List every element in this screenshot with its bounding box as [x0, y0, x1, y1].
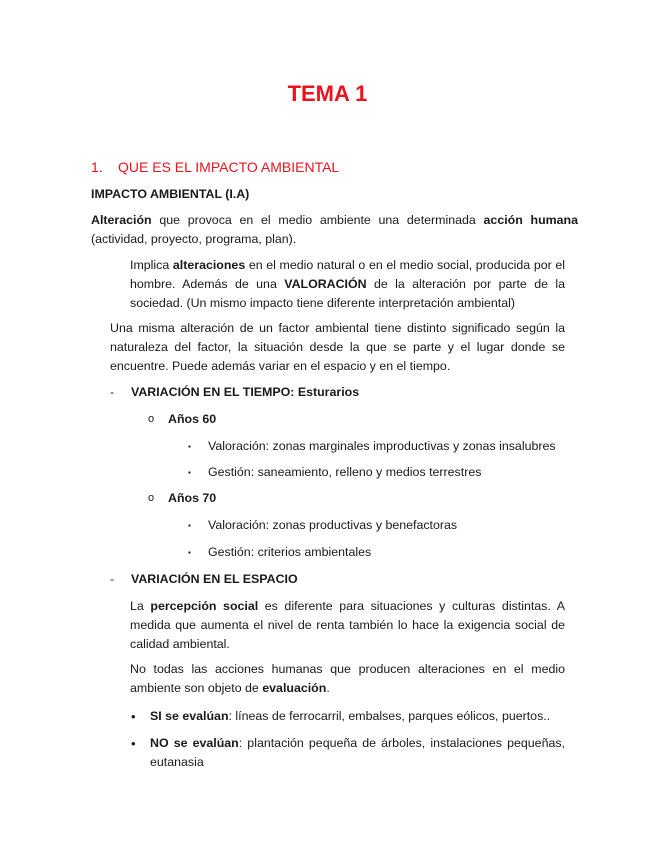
list-item: Gestión: saneamiento, relleno y medios terrestres: [208, 465, 482, 479]
group-label-60: Años 60: [168, 412, 217, 426]
square-bullet-icon: ▪: [188, 442, 191, 451]
circle-bullet-icon: o: [148, 413, 155, 425]
section-heading: [91, 157, 339, 177]
page-title: TEMA 1: [287, 81, 368, 106]
space-variation-heading: - VARIACIÓN EN EL ESPACIO: [110, 570, 298, 589]
definition-paragraph: Alteración que provoca en el medio ambiente una determinada acción humana (actividad, proyecto, programa, plan).: [91, 213, 579, 246]
dot-bullet-icon: •: [131, 709, 136, 724]
dash-marker: -: [110, 385, 115, 399]
variation-paragraph: Una misma alteración de un factor ambiental tiene distinto significado según la naturaleza del factor, la situación desde la que se parte y el lugar donde se encuentre. Puede además variar en el espacio y en el tiempo.: [110, 321, 565, 373]
list-item: NO se evalúan: plantación pequeña de árboles, instalaciones pequeñas, eutanasia: [150, 736, 565, 769]
list-item: Valoración: zonas productivas y benefactoras: [208, 518, 458, 532]
indented-paragraph: Implica alteraciones en el medio natural o en el medio social, producida por el hombre. Además de una VALORACIÓN de la alteración por parte de la sociedad. (Un mismo impacto tiene diferente interpretación ambiental): [130, 258, 566, 310]
time-variation-heading: - VARIACIÓN EN EL TIEMPO: Esturarios: [110, 383, 359, 402]
perception-paragraph: La percepción social es diferente para situaciones y culturas distintas. A medida que aumenta el nivel de renta también lo hace la exigencia social de calidad ambiental.: [130, 599, 565, 651]
subheading: IMPACTO AMBIENTAL (I.A): [91, 187, 250, 201]
section-title: QUE ES EL IMPACTO AMBIENTAL: [118, 159, 340, 175]
evaluation-paragraph: No todas las acciones humanas que producen alteraciones en el medio ambiente son objeto de evaluación.: [130, 662, 565, 695]
list-item: Valoración: zonas marginales improductivas y zonas insalubres: [208, 439, 556, 453]
dash-marker: -: [110, 572, 115, 586]
list-item: SI se evalúan: líneas de ferrocarril, embalses, parques eólicos, puertos..: [150, 709, 551, 723]
section-number: 1.: [91, 159, 103, 175]
square-bullet-icon: ▪: [188, 468, 191, 477]
group-label-70: Años 70: [168, 491, 217, 505]
square-bullet-icon: ▪: [188, 521, 191, 530]
list-item: Gestión: criterios ambientales: [208, 545, 372, 559]
dot-bullet-icon: •: [131, 736, 136, 751]
circle-bullet-icon: o: [148, 492, 155, 504]
square-bullet-icon: ▪: [188, 548, 191, 557]
